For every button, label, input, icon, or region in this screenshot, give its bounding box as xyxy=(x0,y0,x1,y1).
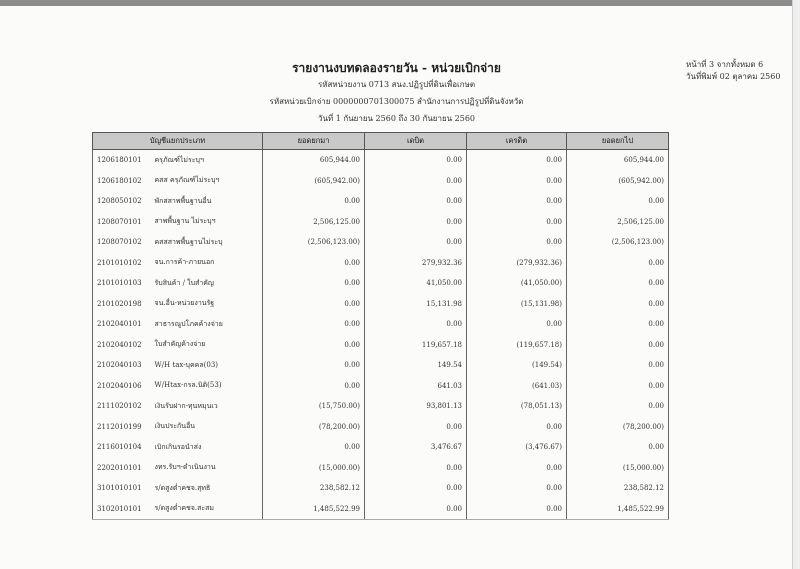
carried-forward-value: 0.00 xyxy=(567,314,669,335)
table-row xyxy=(93,150,669,171)
account-name: ใบสำคัญค้างจ่าย xyxy=(151,335,263,356)
debit-value: 0.00 xyxy=(365,212,467,233)
credit-value: 0.00 xyxy=(467,171,567,192)
table-row xyxy=(93,417,669,438)
carried-forward-value: 0.00 xyxy=(567,355,669,376)
debit-value: 41,050.00 xyxy=(365,273,467,294)
account-name: ร/ดสูงต่ำคชจ.สุทธิ xyxy=(151,478,263,499)
account-name: สาพพื้นฐาน ไม่ระบุฯ xyxy=(151,212,263,233)
brought-forward-value: 605,944.00 xyxy=(263,150,365,171)
carried-forward-value: 2,506,125.00 xyxy=(567,212,669,233)
table-row xyxy=(93,458,669,479)
brought-forward-value: 0.00 xyxy=(263,253,365,274)
debit-value: 3,476.67 xyxy=(365,437,467,458)
column-header-carried-forward: ยอดยกไป xyxy=(567,133,669,150)
brought-forward-value: 0.00 xyxy=(263,335,365,356)
brought-forward-value: (2,506,123.00) xyxy=(263,232,365,253)
credit-value: 0.00 xyxy=(467,232,567,253)
page-info xyxy=(686,59,780,83)
credit-value: 0.00 xyxy=(467,499,567,520)
brought-forward-value: (15,000.00) xyxy=(263,458,365,479)
account-name: รับสินค้า / ใบสำคัญ xyxy=(151,273,263,294)
debit-value: 0.00 xyxy=(365,499,467,520)
account-name: เงินประกันอื่น xyxy=(151,417,263,438)
brought-forward-value: 0.00 xyxy=(263,273,365,294)
account-name: สาธารณูปโภคค้างจ่าย xyxy=(151,314,263,335)
debit-value: 0.00 xyxy=(365,171,467,192)
carried-forward-value: 605,944.00 xyxy=(567,150,669,171)
account-code: 2102040106 xyxy=(93,376,151,397)
credit-value: 0.00 xyxy=(467,458,567,479)
brought-forward-value: 2,506,125.00 xyxy=(263,212,365,233)
brought-forward-value: 0.00 xyxy=(263,376,365,397)
table-row xyxy=(93,191,669,212)
account-name: จน.การค้า-ภายนอก xyxy=(151,253,263,274)
table-row xyxy=(93,273,669,294)
account-name: เบิกเกินรอนำส่ง xyxy=(151,437,263,458)
account-name: พักสสาพพื้นฐานอื่น xyxy=(151,191,263,212)
column-header-credit: เครดิต xyxy=(467,133,567,150)
print-date: วันที่พิมพ์ 02 ตุลาคม 2560 xyxy=(686,72,781,81)
table-row xyxy=(93,232,669,253)
credit-value: 0.00 xyxy=(467,314,567,335)
brought-forward-value: 0.00 xyxy=(263,437,365,458)
account-name: W/Htax-กรล.นิติ(53) xyxy=(151,376,263,397)
carried-forward-value: 0.00 xyxy=(567,253,669,274)
account-code: 1208070102 xyxy=(93,232,151,253)
debit-value: 641.03 xyxy=(365,376,467,397)
table-row xyxy=(93,171,669,192)
carried-forward-value: (78,200.00) xyxy=(567,417,669,438)
debit-value: 279,932.36 xyxy=(365,253,467,274)
credit-value: (279,932.36) xyxy=(467,253,567,274)
brought-forward-value: 1,485,522.99 xyxy=(263,499,365,520)
account-code: 3101010101 xyxy=(93,478,151,499)
account-code: 2111020102 xyxy=(93,396,151,417)
account-code: 2102040102 xyxy=(93,335,151,356)
table-row xyxy=(93,355,669,376)
account-code: 2101010102 xyxy=(93,253,151,274)
credit-value: (119,657.18) xyxy=(467,335,567,356)
account-name: คสส ครุภัณฑ์ไม่ระบุฯ xyxy=(151,171,263,192)
scan-right-edge xyxy=(792,0,800,569)
debit-value: 149.54 xyxy=(365,355,467,376)
table-header-row xyxy=(93,133,669,150)
carried-forward-value: 1,485,522.99 xyxy=(567,499,669,520)
brought-forward-value: (78,200.00) xyxy=(263,417,365,438)
carried-forward-value: 0.00 xyxy=(567,335,669,356)
debit-value: 0.00 xyxy=(365,458,467,479)
carried-forward-value: 0.00 xyxy=(567,273,669,294)
credit-value: 0.00 xyxy=(467,212,567,233)
credit-value: (149.54) xyxy=(467,355,567,376)
debit-value: 119,657.18 xyxy=(365,335,467,356)
account-name: ครุภัณฑ์ไม่ระบุฯ xyxy=(151,150,263,171)
table-row xyxy=(93,212,669,233)
credit-value: 0.00 xyxy=(467,150,567,171)
table-row xyxy=(93,314,669,335)
account-code: 2112010199 xyxy=(93,417,151,438)
table-row xyxy=(93,499,669,520)
account-code: 2102040103 xyxy=(93,355,151,376)
table-row xyxy=(93,335,669,356)
credit-value: 0.00 xyxy=(467,417,567,438)
page-number: หน้าที่ 3 จากทั้งหมด 6 xyxy=(686,60,764,69)
account-code: 1206180101 xyxy=(93,150,151,171)
credit-value: (15,131.98) xyxy=(467,294,567,315)
disbursement-unit-line: รหัสหน่วยเบิกจ่าย 0000000701300075 สำนักงานการปฏิรูปที่ดินจังหวัด xyxy=(269,97,524,106)
table-row xyxy=(93,294,669,315)
agency-line: รหัสหน่วยงาน 0713 สนง.ปฏิรูปที่ดินเพื่อเกษต xyxy=(317,80,476,89)
brought-forward-value: (15,750.00) xyxy=(263,396,365,417)
carried-forward-value: (605,942.00) xyxy=(567,171,669,192)
table-row xyxy=(93,478,669,499)
carried-forward-value: 0.00 xyxy=(567,437,669,458)
date-range-line: วันที่ 1 กันยายน 2560 ถึง 30 กันยายน 2560 xyxy=(317,114,476,123)
brought-forward-value: 238,582.12 xyxy=(263,478,365,499)
account-code: 1206180102 xyxy=(93,171,151,192)
brought-forward-value: 0.00 xyxy=(263,355,365,376)
account-code: 2101010103 xyxy=(93,273,151,294)
table-row xyxy=(93,437,669,458)
carried-forward-value: 0.00 xyxy=(567,396,669,417)
account-code: 1208070101 xyxy=(93,212,151,233)
debit-value: 0.00 xyxy=(365,314,467,335)
account-name: เงินรับฝาก-ทุนหมุนเว xyxy=(151,396,263,417)
column-header-account: บัญชีแยกประเภท xyxy=(93,133,263,150)
account-name: จน.อื่น-หน่วยงานรัฐ xyxy=(151,294,263,315)
brought-forward-value: 0.00 xyxy=(263,314,365,335)
debit-value: 93,801.13 xyxy=(365,396,467,417)
brought-forward-value: (605,942.00) xyxy=(263,171,365,192)
credit-value: (641.03) xyxy=(467,376,567,397)
trial-balance-table xyxy=(92,132,669,520)
debit-value: 0.00 xyxy=(365,478,467,499)
column-header-brought-forward: ยอดยกมา xyxy=(263,133,365,150)
brought-forward-value: 0.00 xyxy=(263,294,365,315)
account-code: 1208050102 xyxy=(93,191,151,212)
account-code: 2102040101 xyxy=(93,314,151,335)
credit-value: 0.00 xyxy=(467,478,567,499)
account-name: คสสสาพพื้นฐานไม่ระบุ xyxy=(151,232,263,253)
carried-forward-value: (2,506,123.00) xyxy=(567,232,669,253)
carried-forward-value: 0.00 xyxy=(567,191,669,212)
table-row xyxy=(93,376,669,397)
credit-value: (78,051.13) xyxy=(467,396,567,417)
table-row xyxy=(93,253,669,274)
debit-value: 0.00 xyxy=(365,232,467,253)
account-code: 2202010101 xyxy=(93,458,151,479)
carried-forward-value: 0.00 xyxy=(567,294,669,315)
account-code: 2101020198 xyxy=(93,294,151,315)
credit-value: (3,476.67) xyxy=(467,437,567,458)
credit-value: (41,050.00) xyxy=(467,273,567,294)
account-name: งทร.รับฯ-ดำเนินงาน xyxy=(151,458,263,479)
table-row xyxy=(93,396,669,417)
debit-value: 0.00 xyxy=(365,417,467,438)
carried-forward-value: (15,000.00) xyxy=(567,458,669,479)
carried-forward-value: 238,582.12 xyxy=(567,478,669,499)
brought-forward-value: 0.00 xyxy=(263,191,365,212)
account-code: 3102010101 xyxy=(93,499,151,520)
column-header-debit: เดบิต xyxy=(365,133,467,150)
account-name: ร/ดสูงต่ำคชจ.สะสม xyxy=(151,499,263,520)
debit-value: 15,131.98 xyxy=(365,294,467,315)
account-code: 2116010104 xyxy=(93,437,151,458)
report-title: รายงานงบทดลองรายวัน - หน่วยเบิกจ่าย xyxy=(292,61,501,75)
account-name: W/H tax-บุคคล(03) xyxy=(151,355,263,376)
debit-value: 0.00 xyxy=(365,150,467,171)
debit-value: 0.00 xyxy=(365,191,467,212)
credit-value: 0.00 xyxy=(467,191,567,212)
carried-forward-value: 0.00 xyxy=(567,376,669,397)
